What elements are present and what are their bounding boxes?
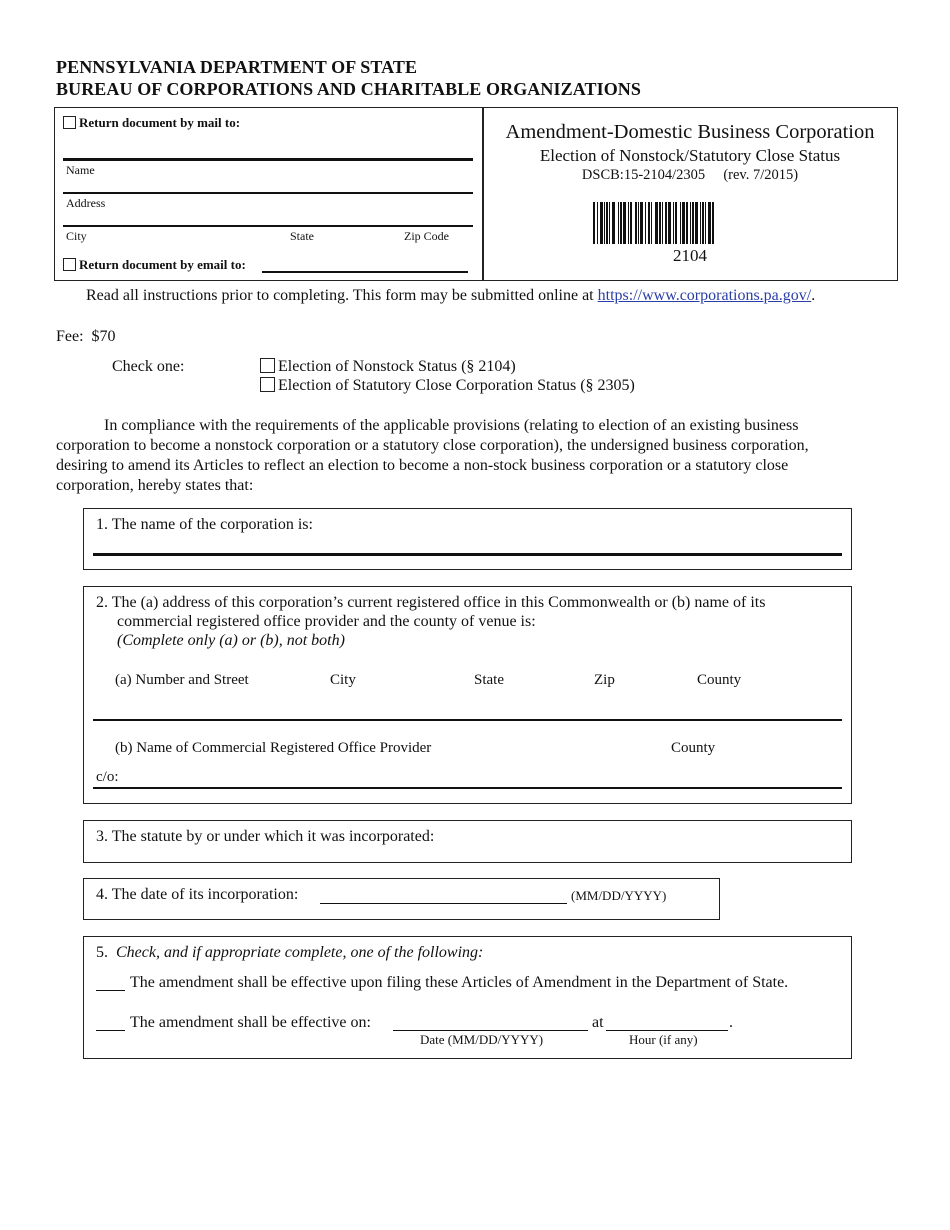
effective-upon-filing-checkline[interactable]	[96, 990, 125, 991]
section-5-instruction: Check, and if appropriate complete, one of the following:	[116, 944, 484, 961]
address-field[interactable]	[63, 192, 473, 194]
section-5-heading	[96, 944, 483, 962]
section-5-number: 5.	[96, 944, 108, 961]
fee-amount: Fee: $70	[56, 328, 116, 345]
registered-office-address-field[interactable]	[93, 719, 842, 721]
barcode	[593, 202, 714, 244]
city-label: City	[66, 229, 87, 243]
return-address-box	[54, 107, 484, 281]
email-field[interactable]	[262, 271, 468, 273]
close-corporation-election-checkbox[interactable]	[260, 377, 275, 392]
form-code: DSCB:15-2104/2305	[581, 167, 706, 183]
city-state-zip-field[interactable]	[63, 225, 473, 227]
close-corporation-election-option[interactable]	[260, 377, 635, 395]
incorporation-date-field[interactable]	[320, 903, 567, 904]
return-by-email-checkbox[interactable]	[63, 258, 76, 271]
barcode-number: 2104	[673, 246, 707, 265]
return-by-email-row	[63, 257, 246, 273]
zip-column-label: Zip	[594, 672, 615, 688]
hour-caption: Hour (if any)	[629, 1032, 698, 1047]
intro-line-3: desiring to amend its Articles to reflect an election to become a non-stock business corporation or a statutory close	[56, 457, 789, 474]
name-label: Name	[66, 163, 95, 177]
intro-line-4: corporation, hereby states that:	[56, 477, 254, 494]
close-corporation-election-label: Election of Statutory Close Corporation Status (§ 2305)	[278, 377, 635, 394]
zip-code-label: Zip Code	[404, 229, 449, 243]
county-column-label: County	[697, 672, 742, 688]
return-by-mail-row	[63, 115, 240, 131]
corporation-name-field[interactable]	[93, 553, 842, 556]
number-street-label: (a) Number and Street	[115, 672, 249, 688]
effective-hour-field[interactable]	[606, 1030, 728, 1031]
city-column-label: City	[330, 672, 356, 688]
care-of-label: c/o:	[96, 769, 119, 785]
return-by-mail-label: Return document by mail to:	[79, 115, 241, 130]
effective-upon-filing-label: The amendment shall be effective upon filing these Articles of Amendment in the Department of State.	[130, 974, 789, 991]
form-code-row	[484, 167, 896, 184]
provider-county-label: County	[671, 740, 716, 756]
bureau-name: BUREAU OF CORPORATIONS AND CHARITABLE ORGANIZATIONS	[56, 79, 642, 99]
name-field[interactable]	[63, 158, 473, 161]
nonstock-election-checkbox[interactable]	[260, 358, 275, 373]
effective-on-date-checkline[interactable]	[96, 1030, 125, 1031]
instructions	[86, 287, 815, 305]
office-provider-label: (b) Name of Commercial Registered Office Provider	[115, 740, 432, 756]
instructions-text: Read all instructions prior to completing. This form may be submitted online at	[86, 287, 594, 304]
state-column-label: State	[474, 672, 504, 688]
section-2-note: (Complete only (a) or (b), not both)	[117, 632, 345, 649]
effective-date-field[interactable]	[393, 1030, 588, 1031]
section-1-label: 1. The name of the corporation is:	[96, 516, 313, 533]
intro-line-2: corporation to become a nonstock corporation or a statutory close corporation), the undersigned business corporation,	[56, 437, 809, 454]
check-one-label: Check one:	[112, 358, 185, 375]
incorporation-date-format: (MM/DD/YYYY)	[571, 888, 667, 903]
address-label: Address	[66, 196, 106, 210]
section-2-line-1: 2. The (a) address of this corporation’s current registered office in this Commonwealth or (b) name of its	[96, 594, 766, 611]
nonstock-election-option[interactable]	[260, 358, 516, 376]
effective-period: .	[729, 1014, 733, 1031]
return-by-mail-checkbox[interactable]	[63, 116, 76, 129]
agency-name: PENNSYLVANIA DEPARTMENT OF STATE	[56, 57, 418, 77]
return-by-email-label: Return document by email to:	[79, 257, 246, 272]
intro-line-1: In compliance with the requirements of the applicable provisions (relating to election of an existing business	[104, 417, 799, 434]
section-3-label: 3. The statute by or under which it was incorporated:	[96, 828, 435, 845]
instructions-end: .	[811, 287, 816, 304]
section-4-label: 4. The date of its incorporation:	[96, 886, 299, 903]
office-provider-field[interactable]	[93, 787, 842, 789]
section-2-line-2: commercial registered office provider and the county of venue is:	[117, 613, 536, 630]
online-filing-link[interactable]: https://www.corporations.pa.gov/	[597, 287, 812, 304]
date-caption: Date (MM/DD/YYYY)	[420, 1032, 544, 1047]
form-revision: (rev. 7/2015)	[723, 167, 799, 183]
effective-on-date-label: The amendment shall be effective on:	[130, 1014, 371, 1031]
form-title: Amendment-Domestic Business Corporation	[505, 121, 875, 143]
state-label: State	[290, 229, 314, 243]
at-label: at	[592, 1014, 604, 1031]
form-subtitle: Election of Nonstock/Statutory Close Status	[539, 146, 841, 165]
nonstock-election-label: Election of Nonstock Status (§ 2104)	[278, 358, 516, 375]
